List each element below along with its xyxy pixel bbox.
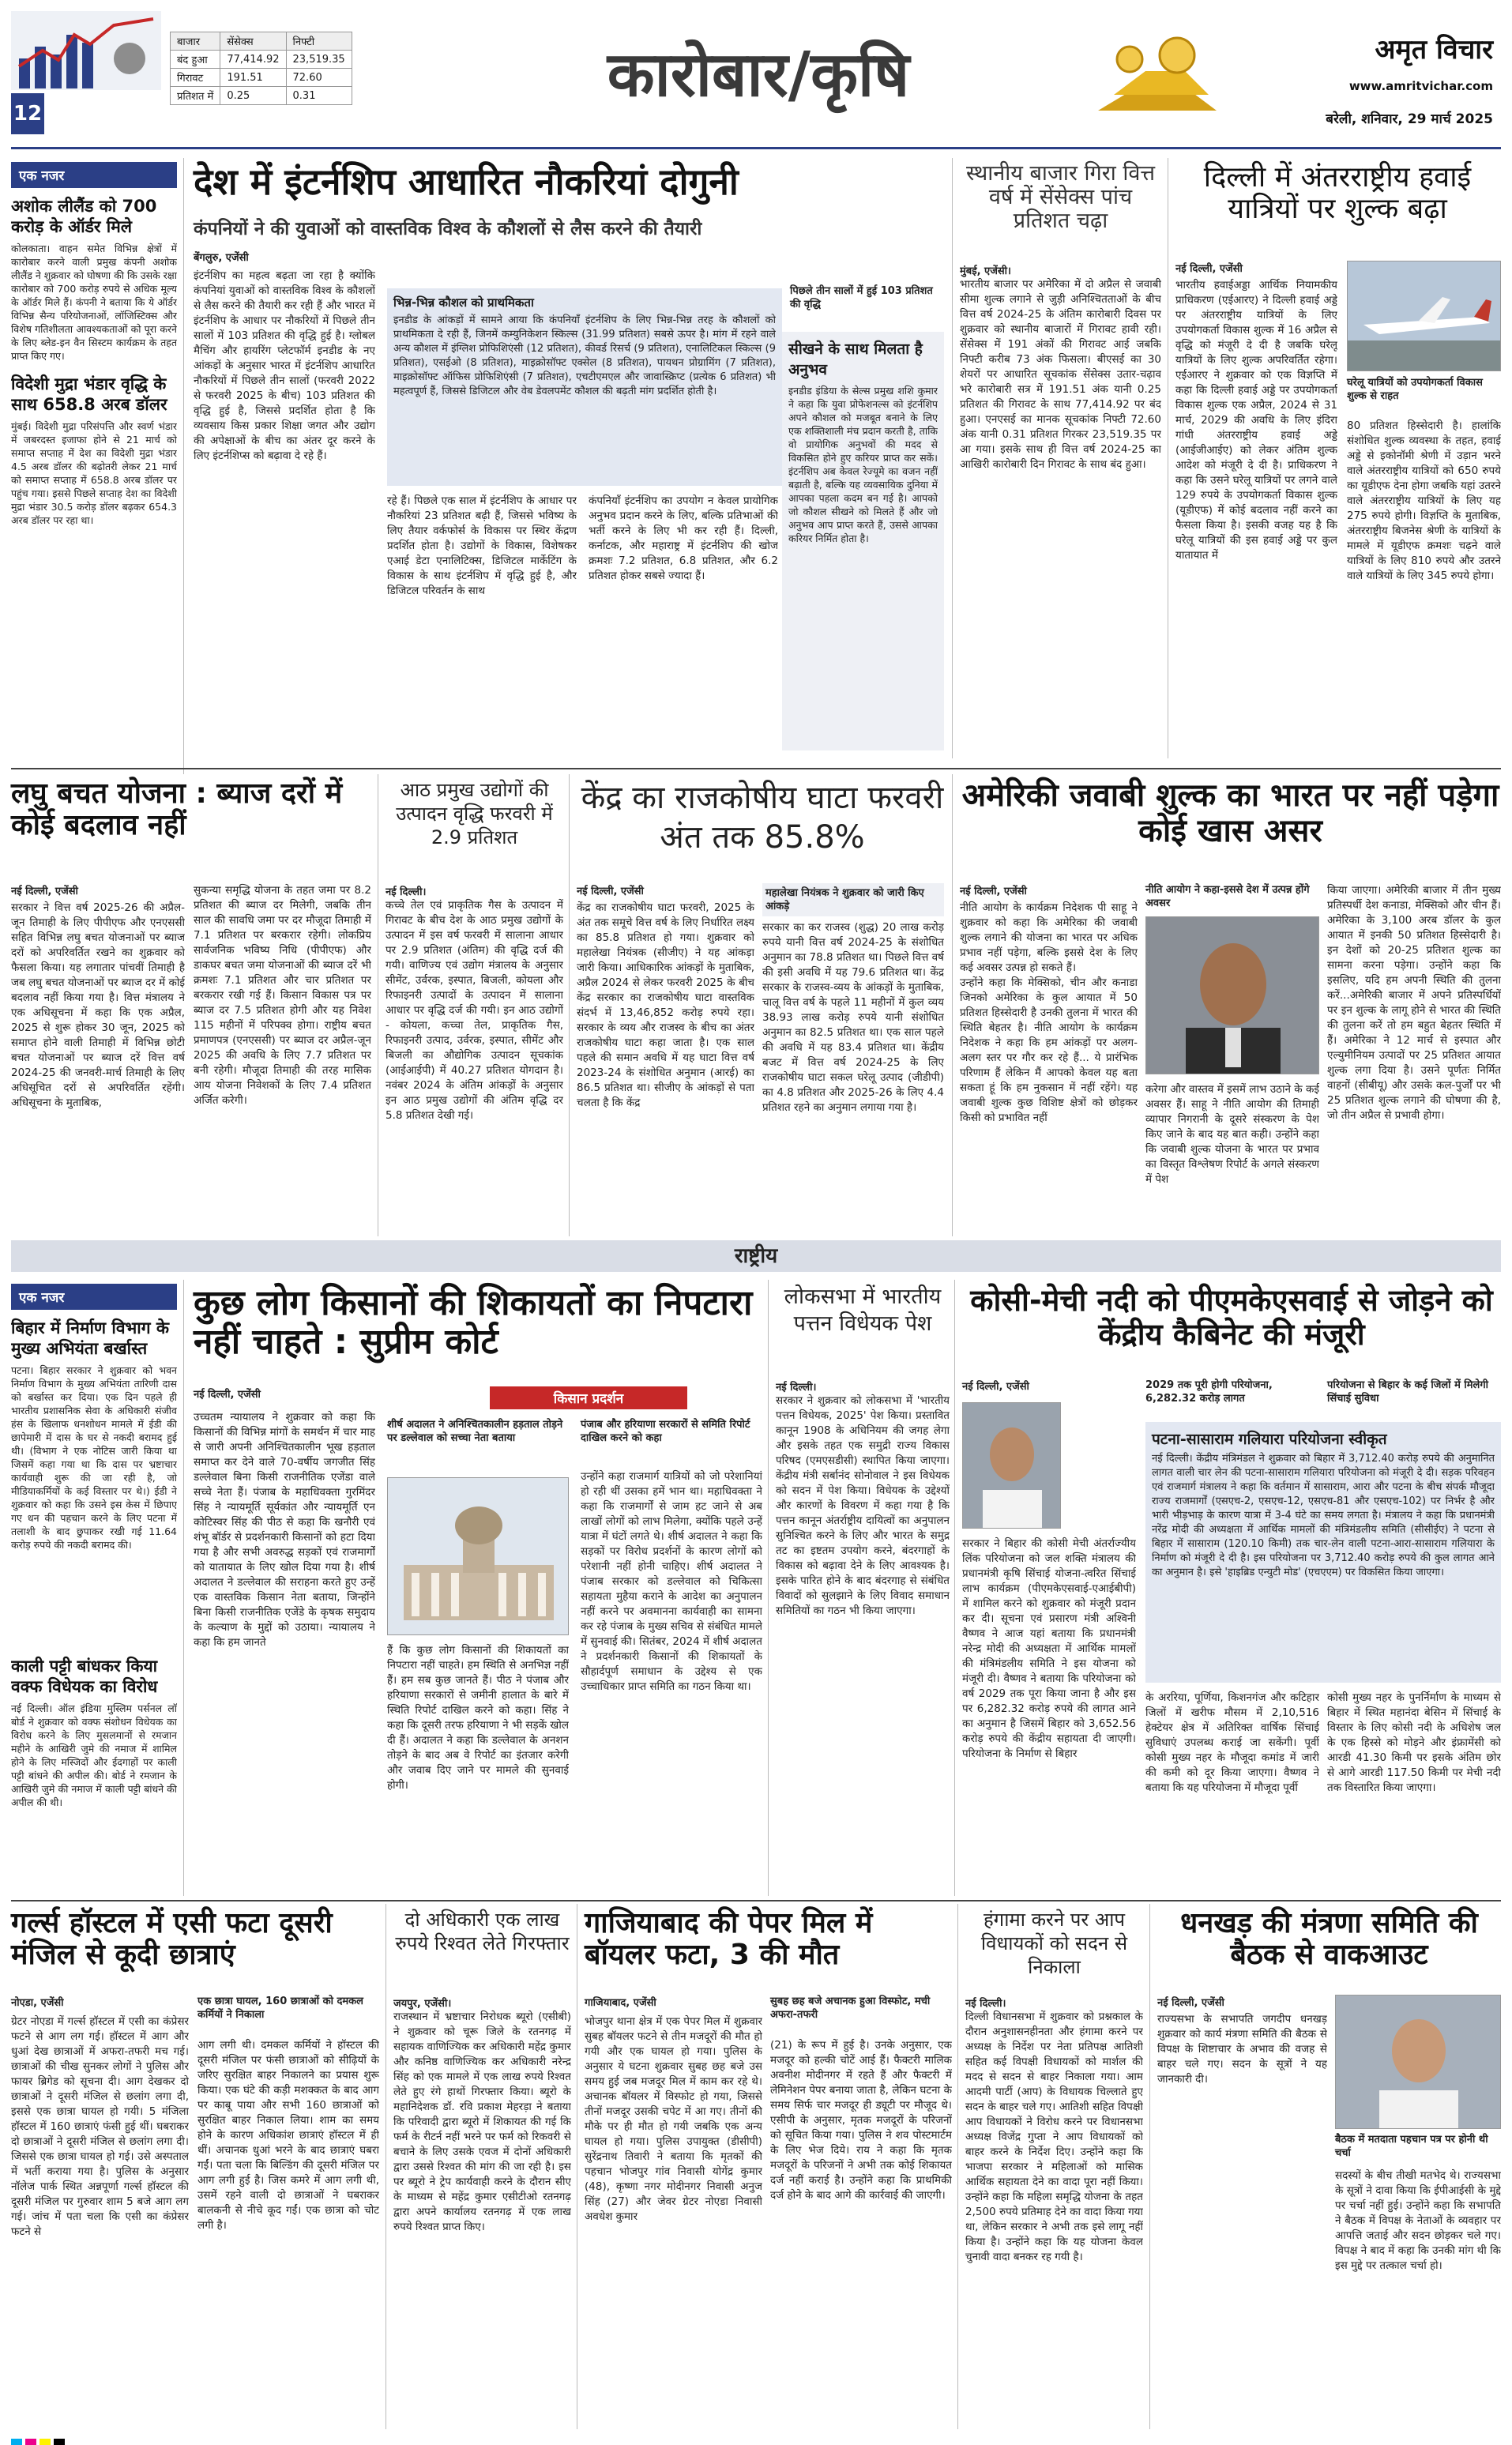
ghaziabad-headline: गाजियाबाद की पेपर मिल में बॉयलर फटा, 3 की मौत <box>585 1907 873 1972</box>
deficit-article-1 <box>577 883 754 1231</box>
section-rule <box>11 768 1501 769</box>
tariff-portrait-photo <box>1145 916 1319 1074</box>
sidebar-article-body: नई दिल्ली। ऑल इंडिया मुस्लिम पर्सनल लॉ बोर्ड ने शुक्रवार को वक्फ संशोधन विधेयक का विरोध करने के लिए मुसलमानों से रमजान महीने के आखिरी जुमे की नमाज में शामिल होने के लिए मस्जिदों और ईदगाहों पर काली पट्टी बांधने की अपील की। बोर्ड ने रमजान के आखिरी जुमे की नमाज में काली पट्टी बांधने की अपील की थी। <box>11 1702 177 1808</box>
supreme-dateline: नई दिल्ली, एजेंसी <box>194 1389 261 1401</box>
kosi-body: सरकार ने बिहार की कोसी मेची अंतर्राज्यीय लिंक परियोजना को जल शक्ति मंत्रालय की प्रधानमंत्री कृषि सिंचाई योजना-त्वरित सिंचाई लाभ कार्यक्रम (पीएमकेएसवाई-एआईबीपी) में शामिल करने को शुक्रवार को मंजूरी प्रदान कर दी। सूचना एवं प्रसारण मंत्री अश्विनी वैष्णव ने आज यहां बताया कि प्रधानमंत्री नरेन्द्र मोदी की अध्यक्षता में आर्थिक मामलों की मंत्रिमंडलीय समिति ने इस योजना को मंजूरी दी। वैष्णव ने बताया कि परियोजना को वर्ष 2029 तक पूरा किया जाना है और इस पर 6,282.32 करोड़ रुपये की लागत आने का अनुमान है जिसमें बिहार को 3,652.56 करोड़ रुपये की केंद्रीय सहायता दी जाएगी। परियोजना के निर्माण से बिहार <box>962 1537 1136 1760</box>
skills-box-title: भिन्न-भिन्न कौशल को प्राथमिकता <box>393 295 534 310</box>
deficit-bullet: महालेखा नियंत्रक ने शुक्रवार को जारी किए आंकड़े <box>762 883 944 916</box>
column-rule <box>1149 1904 1150 2429</box>
airfare-article <box>1175 261 1337 758</box>
supreme-col1: उच्चतम न्यायालय ने शुक्रवार को कहा कि किसानों की विभिन्न मांगों के समर्थन में चार माह से जारी अपनी अनिश्चितकालीन भूख हड़ताल समाप्त कर देने वाले 70-वर्षीय जगजीत सिंह डल्लेवाल बिना किसी राजनीतिक एजेंडा वाले सच्चे नेता हैं। पंजाब के महाधिवक्ता गुरमिंदर सिंह ने न्यायमूर्ति सूर्यकांत और न्यायमूर्ति एन कोटिस्वर सिंह की पीठ से कहा कि खनौरी एवं शंभू बॉर्डर से प्रदर्शनकारी किसानों को हटा दिया गया है और सभी अवरुद्ध सड़कों एवं राजमार्गों को यातायात के लिए खोल दिया गया है। शीर्ष अदालत ने डल्लेवाल की सराहना करते हुए उन्हें एक वास्तविक किसान नेता बताया, जिन्होंने बिना किसी राजनीतिक एजेंडे के कृषक समुदाय के कल्याण के मुद्दों को उठाया। न्यायालय ने कहा कि हम जानते <box>194 1411 375 1649</box>
market-cell: 23,519.35 <box>286 51 352 69</box>
savings-dateline: नई दिल्ली, एजेंसी <box>11 886 78 897</box>
column-rule <box>768 1280 769 1896</box>
assembly-body: दिल्ली विधानसभा में शुक्रवार को प्रश्नकाल के दौरान अनुशासनहीनता और हंगामा करने पर अध्यक्ष के निर्देश पर नेता प्रतिपक्ष आतिशी सहित कई विपक्षी विधायकों को मार्शल की मदद से सदन से बाहर निकाला गया। आम आदमी पार्टी (आप) के विधायक चिल्लाते हुए सदन के बाहर चले गए। आतिशी सहित विपक्षी आप विधायकों ने विरोध करने पर विधानसभा अध्यक्ष विजेंद्र गुप्ता ने आप विधायकों को बाहर करने के निर्देश दिए। उन्होंने कहा कि भाजपा सरकार ने महिलाओं को मासिक आर्थिक सहायता देने का वादा पूरा नहीं किया। उन्होंने कहा कि महिला समृद्धि योजना के तहत 2,500 रुपये प्रतिमाह देने का वादा किया गया था, लेकिन सरकार ने अभी तक इसे लागू नहीं किया है। उन्होंने कहा कि यह योजना केवल चुनावी वादा बनकर रह गयी है। <box>965 2011 1143 2263</box>
dhankhar-headline: धनखड़ की मंत्रणा समिति की बैठक से वाकआउट <box>1180 1907 1478 1972</box>
ghaziabad-col1: भोजपुर थाना क्षेत्र में एक पेपर मिल में शुक्रवार सुबह बॉयलर फटने से तीन मजदूरों की मौत हो गयी और एक घायल हो गया। पुलिस के अनुसार ये घटना शुक्रवार सुबह छह बजे उस समय हुई जब मजदूर मिल में काम कर रहे थे। अचानक बॉयलर में विस्फोट हो गया, जिससे तीनों मजदूर उसकी चपेट में आ गए। तीनों की मौके पर ही मौत हो गयी जबकि एक अन्य घायल हो गया। पुलिस उपायुक्त (डीसीपी) सुरेंद्रनाथ तिवारी ने बताया कि मृतकों की पहचान भोजपुर गांव निवासी योगेंद्र कुमार (48), कृष्णा नगर मोदीनगर निवासी अनुज सिंह (27) और जेवर ग्रेटर नोएडा निवासी अवधेश कुमार <box>585 2015 762 2223</box>
tariff-col3: किया जाएगा। अमेरिकी बाजार में तीन मुख्य प्रतिस्पर्धी देश कनाडा, मेक्सिको और चीन हैं। अमेरिका के 3,100 अरब डॉलर के कुल आयात में इनकी 50 प्रतिशत हिस्सेदारी है। इन देशों को 20-25 प्रतिशत शुल्क का सामना करना पड़ेगा। उन्होंने कहा कि इसलिए, यदि हम अपनी स्थिति की तुलना करें...अमेरिकी बाजार में अपने प्रतिस्पर्धियों पर इन शुल्क के लागू होने से भारत की स्थिति की तुलना करें तो हम बहुत बेहतर स्थिति में हैं। अमेरिका ने 12 मार्च से इस्पात और एल्युमीनियम उत्पादों पर 25 प्रतिशत आयात शुल्क लगा दिया है। उसने पूर्णतः निर्मित वाहनों (सीबीयू) और उसके कल-पुर्जों पर भी 25 प्रतिशत शुल्क लगाने की घोषणा की है, जो तीन अप्रैल से प्रभावी होगा। <box>1327 884 1501 1122</box>
market-cell: 77,414.92 <box>220 51 286 69</box>
left-sidebar-bottom <box>11 1284 177 1892</box>
sidebar-headline: काली पट्टी बांधकर किया वक्फ विधेयक का विरोध <box>11 1657 158 1696</box>
national-section-band <box>11 1240 1501 1272</box>
ghaziabad-bullet: सुबह छह बजे अचानक हुआ विस्फोट, मची अफरा-तफरी <box>770 1995 931 2021</box>
tariff-col2a: करेगा और वास्तव में इसमें लाभ उठाने के कई अवसर हैं। साहू ने नीति आयोग की तिमाही व्यापार निगरानी के दूसरे संस्करण के पेश किए जाने के बाद यह बात कही। उन्होंने कहा कि जवाबी शुल्क योजना के भारत पर प्रभाव का विस्तृत विश्लेषण रिपोर्ट के अगले संस्करण में पेश <box>1145 1083 1319 1186</box>
internship-subhead: कंपनियों ने की युवाओं को वास्तविक विश्व के कौशलों से लैस करने की तैयारी <box>194 219 702 239</box>
hostel-dateline: नोएडा, एजेंसी <box>11 1997 64 2009</box>
internship-dateline: बेंगलुरु, एजेंसी <box>194 252 249 264</box>
quote-box-body: इनडीड इंडिया के सेल्स प्रमुख शशि कुमार ने कहा कि युवा प्रोफेशनल्स को इंटर्नशिप अपने कौशल को मजबूत बनाने के लिए एक शक्तिशाली मंच प्रदान करती है, ताकि वो प्रायोगिक अनुभवों की मदद से विकसित होने हुए करियर प्राप्त कर सकें। इंटर्नशिप अब केवल रेज्यूमे का वजन नहीं बढ़ाती है, बल्कि यह व्यवसायिक दुनिया में आपका पहला कदम बन गई है। आपको जो कौशल सीखने को मिलते हैं और जो अनुभव आप प्राप्त करते हैं, उससे आपका करियर निर्मित होता है। <box>788 385 938 544</box>
sidebar-article-body: मुंबई। विदेशी मुद्रा परिसंपत्ति और स्वर्ण भंडार में जबरदस्त इजाफा होने से 21 मार्च को समाप्त सप्ताह में देश का विदेशी मुद्रा भंडार 4.5 अरब डॉलर की बढ़ोतरी लेकर 21 मार्च को समाप्त सप्ताह में 658.8 अरब डॉलर पर पहुंच गया। इससे पिछले सप्ताह देश का विदेशी मुद्रा भंडार 30.5 करोड़ डॉलर बढ़कर 654.3 अरब डॉलर पर रहा था। <box>11 420 177 526</box>
kosi-bullet-2: परियोजना से बिहार के कई जिलों में मिलेगी सिंचाई सुविधा <box>1327 1379 1489 1405</box>
bribe-dateline: जयपुर, एजेंसी। <box>393 1998 452 2010</box>
market-cell: 72.60 <box>286 69 352 87</box>
sensex-body: भारतीय बाजार पर अमेरिका में दो अप्रैल से जवाबी सीमा शुल्क लगाने से जुड़ी अनिश्चितताओं के बीच वित्त वर्ष 2024-25 के अंतिम कारोबारी दिवस पर शुक्रवार को स्थानीय बाजारों में गिरावट हावी रही। सेंसेक्स में 191 अंकों की गिरावट आई जबकि निफ्टी करीब 73 अंक फिसला। बीएसई का 30 शेयरों पर आधारित सूचकांक सेंसेक्स उतार-चढ़ाव भरे कारोबारी सत्र में 191.51 अंक यानी 0.25 प्रतिशत की गिरावट के साथ 77,414.92 पर बंद हुआ। एनएसई का मानक सूचकांक निफ्टी 72.60 अंक यानी 0.31 प्रतिशत गिरकर 23,519.35 पर आ गया। इसके साथ ही वित्त वर्ष 2024-25 का आखिरी कारोबारी दिन गिरावट के साथ बंद हुआ। <box>960 278 1161 471</box>
sidebar-article-body: कोलकाता। वाहन समेत विभिन्न क्षेत्रों में कारोबार करने वाली प्रमुख कंपनी अशोक लीलैंड ने शुक्रवार को घोषणा की कि उसके रक्षा कारोबार को 700 करोड़ रुपये से अधिक मूल्य के ऑर्डर मिले हैं। कंपनी ने बताया कि ये ऑर्डर विभिन्न सैन्य परियोजनाओं, लॉजिस्टिक्स और विशेष गतिशीलता आवश्यकताओं को पूरा करने के लिए ब्लेड-इन वैन सिस्टम कार्यक्रम के तहत प्राप्त किए गए। <box>11 243 177 362</box>
dhankhar-body-1: राज्यसभा के सभापति जगदीप धनखड़ शुक्रवार को कार्य मंत्रणा समिति की बैठक से विपक्ष के शिष्टाचार के अभाव की वजह से बाहर चले गए। सदन के सूत्रों ने यह जानकारी दी। <box>1157 2013 1327 2086</box>
skills-box-body: इनडीड के आंकड़ों में सामने आया कि कंपनियाँ इंटर्नशिप के लिए भिन्न-भिन्न तरह के कौशलों को प्राथमिकता दे रही हैं, जिनमें कम्युनिकेशन स्किल्स (31.99 प्रतिशत) सबसे ऊपर है। मांग में रहने वाले अन्य कौशल में इंग्लिश प्रोफिशिएंसी (12 प्रतिशत), कीवर्ड रिसर्च (9 प्रतिशत), एनालिटिकल स्किल्स (9 प्रतिशत), एसईओ (8 प्रतिशत), माइक्रोसॉफ्ट एक्सेल (8 प्रतिशत), पायथन प्रोग्रामिंग (7 प्रतिशत), माइक्रोसॉफ्ट ऑफिस प्रोफिशिएंसी (7 प्रतिशत), एचटीएमएल और जावास्क्रिप्ट (प्रत्येक 6 प्रतिशत) भी महत्वपूर्ण हैं, जिससे डिजिटल और वेब डेवलपमेंट कौशल की बढ़ती मांग प्रदर्शित होती है। <box>393 314 776 397</box>
internship-quote-box <box>782 332 944 750</box>
gold-graphic <box>1090 24 1224 126</box>
savings-headline: लघु बचत योजना : ब्याज दरों में कोई बदलाव नहीं <box>11 777 343 842</box>
tariff-col1b: उन्होंने कहा कि मेक्सिको, चीन और कनाडा जिनको अमेरिका के कुल आयात में 50 प्रतिशत हिस्सेदारी है उनकी तुलना में भारत की स्थिति बेहतर है। नीति आयोग के कार्यक्रम निदेशक ने कहा कि हम आंकड़ों पर अलग-अलग स्तर पर गौर कर रहे हैं... ये प्रारंभिक परिणाम हैं लेकिन मैं आपको केवल यह बता सकता हूं कि हम नुकसान में नहीं रहेंगे। यह जवाबी शुल्क कुछ विशिष्ट क्षेत्रों को छोड़कर किसी को प्रभावित नहीं <box>960 976 1138 1124</box>
supreme-tag: किसान प्रदर्शन <box>490 1386 687 1409</box>
deficit-dateline: नई दिल्ली, एजेंसी <box>577 886 644 897</box>
ports-dateline: नई दिल्ली। <box>776 1382 817 1394</box>
savings-article-1 <box>11 883 185 1231</box>
printer-color-marks <box>11 2433 68 2445</box>
bribe-body: राजस्थान में भ्रष्टाचार निरोधक ब्यूरो (एसीबी) ने शुक्रवार को चूरू जिले के रतनगढ़ में सहायक वाणिज्यिक कर अधिकारी महेंद्र कुमार और कनिष्ठ वाणिज्यिक कर अधिकारी नरेन्द्र सिंह को एक मामले में एक लाख रुपये रिश्वत लेते हुए रंगे हाथों गिरफ्तार किया। ब्यूरो के महानिदेशक डॉ. रवि प्रकाश मेहरड़ा ने बताया कि परिवादी द्वारा ब्यूरो में शिकायत की गई कि फर्म के रीटर्न नहीं भरने पर फर्म को रिकवरी से बचाने के लिए उसके एवज में दोनों अधिकारी द्वारा उससे रिश्वत की मांग की जा रही है। इस पर ब्यूरो ने ट्रेप कार्यवाही करने के दौरान सीए के माध्यम से महेंद्र कुमार एसीटीओ रतनगढ़ द्वारा अपने कार्यालय रतनगढ़ में एक लाख रुपये रिश्वत प्राप्त किए। <box>393 2011 571 2233</box>
supreme-court-photo <box>387 1477 569 1635</box>
airplane-photo <box>1347 261 1501 371</box>
airfare-headline: दिल्ली में अंतरराष्ट्रीय हवाई यात्रियों पर शुल्क बढ़ा <box>1203 161 1472 226</box>
supreme-court-headline: कुछ लोग किसानों की शिकायतों का निपटारा नहीं चाहते : सुप्रीम कोर्ट <box>194 1283 753 1363</box>
market-header: सेंसेक्स <box>220 32 286 51</box>
hostel-bullet: एक छात्रा घायल, 160 छात्राओं को दमकल कर्मियों ने निकाला <box>197 1995 363 2021</box>
savings-col2: सुकन्या समृद्धि योजना के तहत जमा पर 8.2 प्रतिशत की ब्याज दर मिलेगी, जबकि तीन साल की सावधि जमा पर दर मौजूदा तिमाही में 7.1 प्रतिशत पर बरकरार रहेगी। लोकप्रिय सार्वजनिक भविष्य निधि (पीपीएफ) और डाकघर बचत जमा योजनाओं की ब्याज दरें भी क्रमशः 7.1 प्रतिशत और चार प्रतिशत पर बरकरार रखी गई हैं। किसान विकास पत्र पर ब्याज दर 7.5 प्रतिशत होगी और यह निवेश 115 महीनों में परिपक्व होगा। राष्ट्रीय बचत प्रमाणपत्र (एनएससी) पर ब्याज दर अप्रैल-जून 2025 की अवधि के लिए 7.7 प्रतिशत पर बनी रहेगी। मौजूदा तिमाही की तरह मासिक आय योजना निवेशकों के लिए 7.4 प्रतिशत अर्जित करेगी। <box>194 884 371 1107</box>
market-cell: बंद हुआ <box>171 51 220 69</box>
column-rule <box>183 1280 184 1896</box>
section-rule <box>11 1900 1501 1901</box>
market-header: बाजार <box>171 32 220 51</box>
dhankhar-body-2: सदस्यों के बीच तीखी मतभेद थे। राज्यसभा के सूत्रों ने दावा किया कि ईपीआईसी के मुद्दे पर चर्चा नहीं हुई। उन्होंने कहा कि सभापति ने बैठक में विपक्ष के नेताओं के व्यवहार पर आपत्ति जताई और सदन छोड़कर चले गए। विपक्ष ने बाद में कहा कि उनकी मांग थी कि इस मुद्दे पर तत्काल चर्चा हो। <box>1335 2169 1501 2272</box>
core-dateline: नई दिल्ली। <box>386 886 427 898</box>
sidebar-article-body: पटना। बिहार सरकार ने शुक्रवार को भवन निर्माण विभाग के मुख्य अभियंता तारिणी दास को बर्खास्त कर दिया। एक दिन पहले ही भारतीय प्रशासनिक सेवा के अधिकारी संजीव हंस के खिलाफ धनशोधन मामले में ईडी की छापेमारी में दास के घर से नकदी बरामद हुई थी। (विभाग ने एक नोटिस जारी किया था जिसमें कहा गया था कि दास पर भ्रष्टाचार कार्यवाही शुरू की जा रही है, जो मीडियाकर्मियों के कई विस्तार पर थे।) ईडी ने शुक्रवार को कहा कि उसने इस केस में छिपाए गए धन की पहचान करने के लिए पटना में तलाशी के बाद छुपाकर रखी गई 11.64 करोड़ रुपये की नकदी बरामद की। <box>11 1364 177 1551</box>
section-title: कारोबार/कृषि <box>607 39 910 111</box>
tariff-article-1 <box>960 883 1138 1231</box>
airfare-body-1: भारतीय हवाईअड्डा आर्थिक नियामकीय प्राधिकरण (एईआरए) ने दिल्ली हवाई अड्डे पर अंतरराष्ट्रीय यात्रियों के लिए उपयोगकर्ता विकास शुल्क में 16 अप्रैल से वृद्धि को मंजूरी दे दी है जबकि घरेलू यात्रियों के लिए शुल्क अपरिवर्तित रहेगा। एईआरए ने शुक्रवार को एक विज्ञप्ति में कहा कि दिल्ली हवाई अड्डे पर उपयोगकर्ता विकास शुल्क एक अप्रैल, 2024 से 31 मार्च, 2029 की अवधि के लिए इंदिरा गांधी अंतरराष्ट्रीय हवाई अड्डे (आईजीआईए) को लेकर अंतिम शुल्क आदेश को मंजूरी दे दी है। प्राधिकरण ने कहा कि उसने घरेलू यात्रियों पर लगने वाले 129 रुपये के उपयोगकर्ता विकास शुल्क (यूडीएफ) में कोई बदलाव नहीं करने का फैसला किया है। इसकी वजह यह है कि घरेलू यात्रियों की इस हवाई अड्डे पर कुल यातायात में <box>1175 279 1337 562</box>
market-cell: 0.31 <box>286 87 352 105</box>
supreme-bullet-2: पंजाब और हरियाणा सरकारों से समिति रिपोर्ट दाखिल करने को कहा <box>581 1419 750 1444</box>
kosi-col3: कोसी मुख्य नहर के पुनर्निर्माण के माध्यम से बिहार में स्थित महानंदा बेसिन में सिंचाई के विस्तार के लिए कोसी नदी के अधिशेष जल के एक हिस्से को मोड़ने और इंफ्रामेंसी को आरडी 41.30 किमी पर इसके अंतिम छोर से आगे आरडी 117.50 किमी पर मेची नदी तक विस्तारित किया जाएगा। <box>1327 1691 1501 1794</box>
quote-box-title: सीखने के साथ मिलता है अनुभव <box>788 340 923 378</box>
hostel-headline: गर्ल्स हॉस्टल में एसी फटा दूसरी मंजिल से कूदी छात्राएं <box>11 1907 333 1972</box>
sidebar-kicker: एक नजर <box>11 162 177 188</box>
core-headline: आठ प्रमुख उद्योगों की उत्पादन वृद्धि फरवरी में 2.9 प्रतिशत <box>396 779 553 848</box>
airfare-dateline: नई दिल्ली, एजेंसी <box>1175 263 1243 275</box>
masthead-rule <box>11 147 1501 149</box>
sensex-dateline: मुंबई, एजेंसी। <box>960 265 1011 277</box>
kosi-col2: के अररिया, पूर्णिया, किशनगंज और कटिहार जिलों में खरीफ मौसम में 2,10,516 हेक्टेयर क्षेत्र में अतिरिक्त वार्षिक सिंचाई सुविधाएं उपलब्ध कराई जा सकेंगी। पूर्वी कोसी मुख्य नहर के मौजूदा कमांड में जारी की कमी को दूर किया जाएगा। वैष्णव ने बताया कि यह परियोजना में मौजूदा पूर्वी <box>1145 1691 1319 1794</box>
sidebar-kicker: एक नजर <box>11 1284 177 1310</box>
bribe-article <box>393 1995 571 2425</box>
market-header: निफ्टी <box>286 32 352 51</box>
market-cell: 0.25 <box>220 87 286 105</box>
market-cell: 191.51 <box>220 69 286 87</box>
bribe-headline: दो अधिकारी एक लाख रुपये रिश्वत लेते गिरफ्तार <box>395 1909 570 1954</box>
page-number: 12 <box>13 102 43 126</box>
tariff-dateline: नई दिल्ली, एजेंसी <box>960 886 1027 897</box>
tariff-col1a: नीति आयोग के कार्यक्रम निदेशक पी साहू ने शुक्रवार को कहा कि अमेरिका की जवाबी शुल्क लगाने की योजना का भारत पर अधिक प्रभाव नहीं पड़ेगा, बल्कि इससे देश के लिए कई अवसर उत्पन्न हो सकते हैं। <box>960 901 1138 974</box>
minister-photo <box>962 1402 1061 1529</box>
left-sidebar-top <box>11 162 177 762</box>
sidebar-headline: बिहार में निर्माण विभाग के मुख्य अभियंता बर्खास्त <box>11 1318 169 1358</box>
ports-body: सरकार ने शुक्रवार को लोकसभा में 'भारतीय पत्तन विधेयक, 2025' पेश किया। प्रस्तावित कानून 1908 के अधिनियम की जगह लेगा और इसके तहत एक समुद्री राज्य विकास परिषद (एमएसडीसी) स्थापित किया जाएगा। केंद्रीय मंत्री सर्बानंद सोनोवाल ने इस विधेयक को सदन में पेश किया। विधेयक के उद्देश्यों और कारणों के विवरण में कहा गया है कि पत्तन कानून अंतर्राष्ट्रीय दायित्वों का अनुपालन सुनिश्चित करने के लिए और भारत के समुद्र तट का इष्टतम उपयोग करने, बंदरगाहों के विकास को बढ़ावा देने के लिए आवश्यक है। इसके पारित होने के बाद बंदरगाह से संबंधित विवादों को सुलझाने के लिए विवाद समाधान समितियों का गठन भी किया जाएगा। <box>776 1394 950 1617</box>
internship-stat-bullet: पिछले तीन सालों में हुई 103 प्रतिशत की वृद्धि <box>790 285 933 310</box>
paper-dateline: बरेली, शनिवार, 29 मार्च 2025 <box>1326 111 1493 127</box>
market-table <box>170 32 352 105</box>
assembly-article <box>965 1995 1143 2425</box>
patna-corridor-box <box>1145 1422 1501 1683</box>
column-rule <box>183 158 184 774</box>
airfare-photo-caption: घरेलू यात्रियों को उपयोगकर्ता विकास शुल्क से राहत <box>1347 377 1483 402</box>
supreme-col2: हैं कि कुछ लोग किसानों की शिकायतों का निपटारा नहीं चाहते। हम स्थिति से अनभिज्ञ नहीं हैं। हम सब कुछ जानते हैं। पीठ ने पंजाब और हरियाणा सरकारों से जमीनी हालात के बारे में स्थिति रिपोर्ट दाखिल करने को कहा। सिंह ने कहा कि दूसरी तरफ हरियाणा ने भी सड़कें खोल दी हैं। अदालत ने कहा कि डल्लेवाल के अनशन तोड़ने के बाद अब वे रिपोर्ट का इंतजार करेगी और जवाब दिए जाने पर मामले की सुनवाई होगी। <box>387 1644 569 1792</box>
core-article <box>386 883 563 1231</box>
deficit-col1: केंद्र का राजकोषीय घाटा फरवरी, 2025 के अंत तक समूचे वित्त वर्ष के लिए निर्धारित लक्ष्य का 85.8 प्रतिशत हो गया। शुक्रवार को महालेखा नियंत्रक (सीजीए) ने यह आंकड़ा जारी किया। आधिकारिक आंकड़ों के मुताबिक, अप्रैल 2024 से लेकर फरवरी 2025 के बीच केंद्र सरकार का राजकोषीय घाटा वास्तविक संदर्भ में 13,46,852 करोड़ रुपये रहा। सरकार के व्यय और राजस्व के बीच का अंतर राजकोषीय घाटा कहा जाता है। एक साल पहले की समान अवधि में यह घाटा वित्त वर्ष 2023-24 के संशोधित अनुमान (आरई) का 86.5 प्रतिशत था। सीजीए के आंकड़ों से पता चलता है कि केंद्र <box>577 901 754 1109</box>
ports-article <box>776 1379 950 1892</box>
supreme-bullet-1: शीर्ष अदालत ने अनिश्चितकालीन हड़ताल तोड़ने पर डल्लेवाल को सच्चा नेता बताया <box>387 1419 563 1444</box>
kosi-bullet-1: 2029 तक पूरी होगी परियोजना, 6,282.32 करोड़ लागत <box>1145 1379 1273 1405</box>
airfare-body-2: 80 प्रतिशत हिस्सेदारी है। हालांकि संशोधित शुल्क व्यवस्था के तहत, हवाई अड्डे से इकोनॉमी श्रेणी में उड़ान भरने वाले अंतरराष्ट्रीय यात्रियों को 650 रुपये का यूडीएफ देना होगा जबकि यहां उतरने वाले अंतरराष्ट्रीय यात्रियों के लिए यह 275 रुपये होगी। विज्ञप्ति के मुताबिक, अंतरराष्ट्रीय बिजनेस श्रेणी के यात्रियों के मामले में यूडीएफ क्रमशः चढ़ने वाले यात्रियों के लिए 810 रुपये और उतरने वाले यात्रियों के लिए 345 रुपये होगा। <box>1347 419 1501 582</box>
internship-headline: देश में इंटर्नशिप आधारित नौकरियां दोगुनी <box>194 160 739 203</box>
hostel-col2: आग लगी थी। दमकल कर्मियों ने हॉस्टल की दूसरी मंजिल पर फंसी छात्राओं को सीढ़ियों के जरिए सुरक्षित बाहर निकालने का प्रयास शुरू किया। एक घंटे की कड़ी मशक्कत के बाद आग पर काबू पाया और सभी 160 छात्राओं को सुरक्षित बाहर निकाल लिया। शाम का समय होने के कारण अधिकांश छात्राएं हॉस्टल में ही थीं। अचानक धुआं भरने के बाद छात्राएं घबरा गईं। पता चला कि बिल्डिंग की दूसरी मंजिल पर आग लगी हुई है। जिस कमरे में आग लगी थी, उसमें रहने वाली दो छात्राओं ने घबराकर बालकनी से नीचे कूद गईं। एक छात्रा को चोट लगी है। <box>197 2039 379 2232</box>
national-section-label: राष्ट्रीय <box>734 1244 778 1268</box>
assembly-headline: हंगामा करने पर आप विधायकों को सदन से निकाला <box>980 1909 1128 1978</box>
column-rule <box>569 774 570 1236</box>
paper-website[interactable]: www.amritvichar.com <box>1348 79 1493 93</box>
dhankhar-dateline: नई दिल्ली, एजेंसी <box>1157 1997 1224 2009</box>
sensex-article <box>960 262 1161 752</box>
internship-col2: रहे हैं। पिछले एक साल में इंटर्नशिप के आधार पर नौकरियां 23 प्रतिशत बढ़ी हैं, जिससे भविष्य के लिए तैयार वर्कफोर्स के विकास पर स्थिर केंद्रण प्रदर्शित होता है। उद्योगों के विकास, विशेषकर एआई डेटा एनालिटिक्स, डिजिटल मार्केटिंग के विकास के साथ इंटर्नशिप में वृद्धि हुई है, और डिजिटल परिवर्तन के साथ <box>387 495 577 597</box>
internship-col1: इंटर्नशिप का महत्व बढ़ता जा रहा है क्योंकि कंपनियां युवाओं को वास्तविक विश्व के कौशलों से लैस करने की तैयारी कर रही हैं और भारत में इंटर्नशिप के आधार पर नौकरियों में पिछले तीन सालों में 103 प्रतिशत की वृद्धि हुई है। ग्लोबल मैचिंग और हायरिंग प्लेटफॉर्म इनडीड के नए आंकड़ों के अनुसार भारत में इंटर्नशिप आधारित नौकरियों में पिछले तीन सालों (फरवरी 2022 से फरवरी 2025 के बीच) 103 प्रतिशत की वृद्धि हुई है, जिससे प्रदर्शित होता है कि व्यवसाय किस प्रकार शिक्षा जगत और उद्योग की अपेक्षाओं के बीच का अंतर दूर करने के लिए इंटर्नशिप्स को बढ़ावा दे रहे हैं। <box>194 269 375 462</box>
deficit-col2: सरकार का कर राजस्व (शुद्ध) 20 लाख करोड़ रुपये यानी वित्त वर्ष 2024-25 के संशोधित अनुमान का 78.8 प्रतिशत था। पिछले वित्त वर्ष की इसी अवधि में यह 79.6 प्रतिशत था। केंद्र सरकार के राजस्व-व्यय के आंकड़ों के मुताबिक, चालू वित्त वर्ष के पहले 11 महीनों में कुल व्यय 38.93 लाख करोड़ रुपये यानी संशोधित अनुमान का 82.5 प्रतिशत था। एक साल पहले की अवधि में यह 83.4 प्रतिशत था। केंद्रीय बजट में वित्त वर्ष 2024-25 के लिए राजकोषीय घाटा सकल घरेलू उत्पाद (जीडीपी) का 4.8 प्रतिशत और 2025-26 के लिए 4.4 प्रतिशत रहने का अनुमान लगाया गया है। <box>762 921 944 1114</box>
corridor-box-title: पटना-सासाराम गलियारा परियोजना स्वीकृत <box>1152 1431 1387 1448</box>
ghaziabad-col2: (21) के रूप में हुई है। उनके अनुसार, एक मजदूर को हल्की चोटें आई हैं। फैक्टरी मालिक अवनीश मोदीनगर में रहते हैं और फैक्टरी में लेमिनेशन पेपर बनाया जाता है, लेकिन घटना के समय सिर्फ चार मजदूर ही ड्यूटी पर मौजूद थे। एसीपी के अनुसार, मृतक मजदूरों के परिजनों को सूचित किया गया। पुलिस ने शव पोस्टमार्टम के लिए भेज दिये। राय ने कहा कि मृतक मजदूरों के परिजनों ने अभी तक कोई शिकायत दर्ज नहीं कराई है। उन्होंने कहा कि प्राथमिकी दर्ज होने के बाद आगे की कार्रवाई की जाएगी। <box>770 2039 952 2202</box>
dhankhar-article-1 <box>1157 1995 1327 2425</box>
sidebar-headline: विदेशी मुद्रा भंडार वृद्धि के साथ 658.8 अरब डॉलर <box>11 374 167 414</box>
internship-col3: कंपनियाँ इंटर्नशिप का उपयोग न केवल प्रायोगिक अनुभव प्रदान करने के लिए, बल्कि प्रतिभाओं की भर्ती करने के लिए भी कर रही हैं। दिल्ली, कर्नाटक, और महाराष्ट्र में इंटर्नशिप की खोज क्रमशः 7.2 प्रतिशत, 6.8 प्रतिशत, और 6.2 प्रतिशत होकर सबसे ज्यादा हैं। <box>589 495 778 582</box>
deficit-headline: केंद्र का राजकोषीय घाटा फरवरी अंत तक 85.8% <box>581 780 944 856</box>
hostel-col1: ग्रेटर नोएडा में गर्ल्स हॉस्टल में एसी का कंप्रेसर फटने से आग लग गई। हॉस्टल में आग और धुआं देख छात्राओं में अफरा-तफरी मच गई। छात्राओं की चीख सुनकर लोगों ने पुलिस और फायर ब्रिगेड को सूचना दी। आग देखकर दो छात्राओं ने दूसरी मंजिल से छलांग लगा दी, इससे एक छात्रा घायल हो गयी। 5 मंजिला हॉस्टल में 160 छात्राएं फंसी हुई थीं। घबराकर दो छात्राओं ने दूसरी मंजिल से छलांग लगा दी। जिससे एक छात्रा घायल हो गई। उसे अस्पताल में भर्ती कराया गया है। पुलिस के अनुसार नॉलेज पार्क स्थित अन्नपूर्णा गर्ल्स हॉस्टल की दूसरी मंजिल पर गुरुवार शाम 5 बजे आग लग गई। जांच में पता चला कि एसी का कंप्रेसर फटने से <box>11 2015 189 2238</box>
assembly-dateline: नई दिल्ली। <box>965 1998 1006 2010</box>
sensex-headline: स्थानीय बाजार गिरा वित्त वर्ष में सेंसेक्स पांच प्रतिशत चढ़ा <box>966 161 1155 234</box>
corridor-box-body: नई दिल्ली। केंद्रीय मंत्रिमंडल ने शुक्रवार को बिहार में 3,712.40 करोड़ रुपये की अनुमानित लागत वाली चार लेन की पटना-सासाराम गलियारा परियोजना को मंजूरी दे दी। सड़क परिवहन एवं राजमार्ग मंत्रालय ने कहा कि वर्तमान में सासाराम, आरा और पटना के बीच संपर्क मौजूदा राज्य राजमार्गों (एसएच-2, एसएच-12, एसएच-81 और एसएच-102) पर निर्भर है और भारी भीड़भाड़ के कारण यात्रा में 3-4 घंटे का समय लगता है। मंत्रालय ने कहा कि प्रधानमंत्री नरेंद्र मोदी की अध्यक्षता में आर्थिक मामलों की मंत्रिमंडलीय समिति (सीसीईए) ने पटना से बिहार में सासाराम (120.10 किमी) तक चार-लेन वाली पटना-आरा-सासाराम गलियारा के निर्माण को मंजूरी दे दी है। इस परियोजना पर 3,712.40 करोड़ रुपये की कुल लागत आने का अनुमान है। इसे 'हाइब्रिड एन्युटी मोड' (एचएएम) पर विकसित किया जाएगा। <box>1152 1453 1495 1578</box>
core-body: कच्चे तेल एवं प्राकृतिक गैस के उत्पादन में गिरावट के बीच देश के आठ प्रमुख उद्योगों के उत्पादन में इस वर्ष फरवरी में सालाना आधार पर 2.9 प्रतिशत (अंतिम) की वृद्धि दर्ज की गयी। वाणिज्य एवं उद्योग मंत्रालय के अनुसार सीमेंट, उर्वरक, इस्पात, बिजली, कोयला और रिफाइनरी उत्पादों के उत्पादन में सालाना आधार पर वृद्धि दर्ज की गयी। इन आठ उद्योगों - कोयला, कच्चा तेल, प्राकृतिक गैस, रिफाइनरी उत्पाद, उर्वरक, इस्पात, सीमेंट और बिजली का औद्योगिक उत्पादन सूचकांक (आईआईपी) में 40.27 प्रतिशत योगदान है। नवंबर 2024 के अंतिम आंकड़ों के अनुसार इन आठ प्रमुख उद्योगों की अंतिम वृद्धि दर 5.8 प्रतिशत देखी गई। <box>386 899 563 1122</box>
sidebar-headline: अशोक लीलैंड को 700 करोड़ के ऑर्डर मिले <box>11 197 157 236</box>
column-rule <box>952 774 953 1236</box>
supreme-col3: उन्होंने कहा राजमार्ग यात्रियों को जो परेशानियां हो रही थीं उसका हमें भान था। महाधिवक्ता ने कहा कि राजमार्गों से जाम हट जाने से अब लाखों लोगों को लाभ मिलेगा, क्योंकि पहले उन्हें यात्रा में घंटों लगते थे। शीर्ष अदालत ने कहा कि सड़कों पर विरोध प्रदर्शनों के कारण लोगों को परेशानी नहीं होनी चाहिए। शीर्ष अदालत ने पंजाब सरकार को डल्लेवाल को चिकित्सा सहायता मुहैया कराने के आदेश का अनुपालन नहीं करने पर अवमानना कार्यवाही का सामना कर रहे पंजाब के मुख्य सचिव से संबंधित मामले में सुनवाई की। सितंबर, 2024 में शीर्ष अदालत ने प्रदर्शनकारी किसानों की शिकायतों के सौहार्दपूर्ण समाधान के उद्देश्य से एक उच्चाधिकार प्राप्त समिति का गठन किया था। <box>581 1470 762 1693</box>
paper-name: अमृत विचार <box>1375 34 1493 66</box>
market-cell: गिरावट <box>171 69 220 87</box>
ghaziabad-dateline: गाजियाबाद, एजेंसी <box>585 1997 656 2009</box>
internship-skills-box <box>387 288 782 486</box>
page-number-badge <box>11 93 44 134</box>
kosi-dateline: नई दिल्ली, एजेंसी <box>962 1381 1029 1393</box>
market-cell: प्रतिशत में <box>171 87 220 105</box>
ports-headline: लोकसभा में भारतीय पत्तन विधेयक पेश <box>784 1285 942 1336</box>
dhankhar-photo <box>1335 1995 1501 2129</box>
column-rule <box>952 158 953 758</box>
tariff-headline: अमेरिकी जवाबी शुल्क का भारत पर नहीं पड़ेगा कोई खास असर <box>961 777 1499 849</box>
savings-col1: सरकार ने वित्त वर्ष 2025-26 की अप्रैल-जून तिमाही के लिए पीपीएफ और एनएससी सहित विभिन्न लघु बचत योजनाओं पर ब्याज दरों को अपरिवर्तित रखने का शुक्रवार को फैसला किया। यह लगातार पांचवीं तिमाही है जब लघु बचत योजनाओं पर ब्याज दर में कोई बदलाव नहीं किया गया है। वित्त मंत्रालय ने एक अधिसूचना में कहा कि एक अप्रैल, 2025 से शुरू होकर 30 जून, 2025 को समाप्त होने वाली तिमाही में विभिन्न छोटी बचत योजनाओं पर ब्याज दरें वित्त वर्ष 2024-25 की जनवरी-मार्च तिमाही के लिए अधिसूचित दरों से अपरिवर्तित रहेंगी। अधिसूचना के मुताबिक, <box>11 901 185 1109</box>
column-rule <box>957 1904 958 2429</box>
column-rule <box>954 1280 955 1896</box>
kosi-headline: कोसी-मेची नदी को पीएमकेएसवाई से जोड़ने को केंद्रीय कैबिनेट की मंजूरी <box>970 1283 1493 1352</box>
tariff-bullet: नीति आयोग ने कहा-इससे देश में उत्पन्न होंगे अवसर <box>1145 884 1310 909</box>
masthead-chart-graphic <box>11 11 161 90</box>
dhankhar-photo-caption: बैठक में मतदाता पहचान पत्र पर होनी थी चर्चा <box>1335 2134 1488 2159</box>
